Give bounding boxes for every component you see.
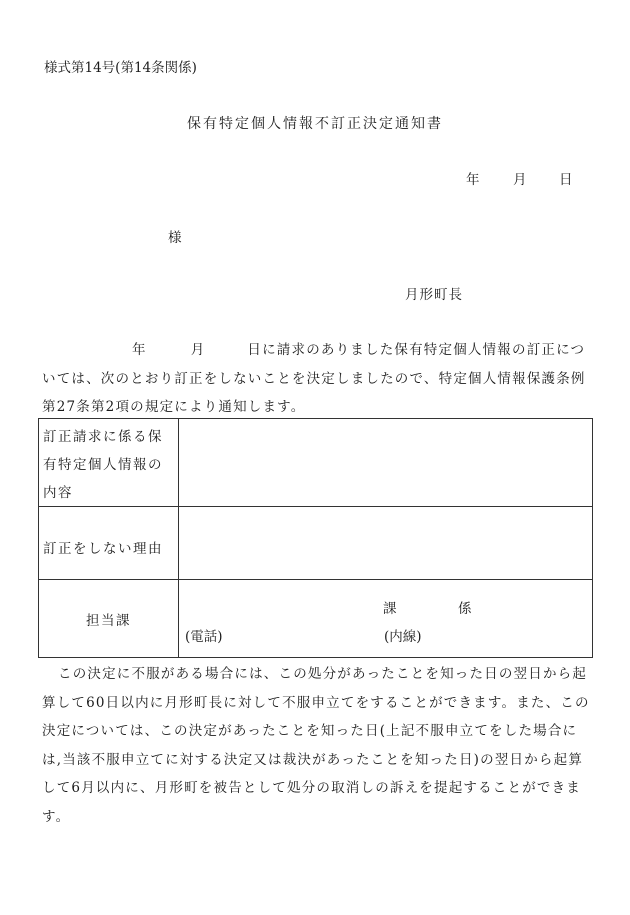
extension-label: (内線) <box>384 629 422 645</box>
intro-month-label: 月 <box>190 342 206 358</box>
addressee-suffix: 様 <box>168 230 182 246</box>
appeal-notice: この決定に不服がある場合には、この処分があったことを知った日の翌日から起算して60日以内に月形町長に対して不服申立てをすることができます。また、この決定については、この決定があったことを知った日(上記不服申立てをした場合には,当該不服申立てに対する決定又は裁決があったことを知った日)の翌日から起算して6月以内に、月形町を被告として処分の取消しの訴えを提起することができます。 <box>42 666 590 825</box>
date-month-label: 月 <box>513 172 527 188</box>
department-label: 担当課 <box>86 613 131 629</box>
intro-paragraph <box>42 336 594 422</box>
subsection-label: 係 <box>458 601 472 617</box>
issuer-name: 月形町長 <box>405 287 463 303</box>
intro-text: 日に請求のありました保有特定個人情報の訂正については、次のとおり訂正をしないことを決定しましたので、特定個人情報保護条例第27条第2項の規定により通知します。 <box>42 342 586 415</box>
intro-year-label: 年 <box>132 342 147 358</box>
phone-label: (電話) <box>185 629 223 645</box>
document-title: 保有特定個人情報不訂正決定通知書 <box>187 116 443 132</box>
section-label: 課 <box>383 601 397 617</box>
date-year-label: 年 <box>466 172 480 188</box>
info-table <box>38 418 593 658</box>
form-number: 様式第14号(第14条関係) <box>44 60 197 76</box>
date-day-label: 日 <box>559 172 573 188</box>
content-label: 訂正請求に係る保有特定個人情報の内容 <box>43 429 163 501</box>
reason-label: 訂正をしない理由 <box>43 541 163 557</box>
row-divider <box>39 579 592 580</box>
